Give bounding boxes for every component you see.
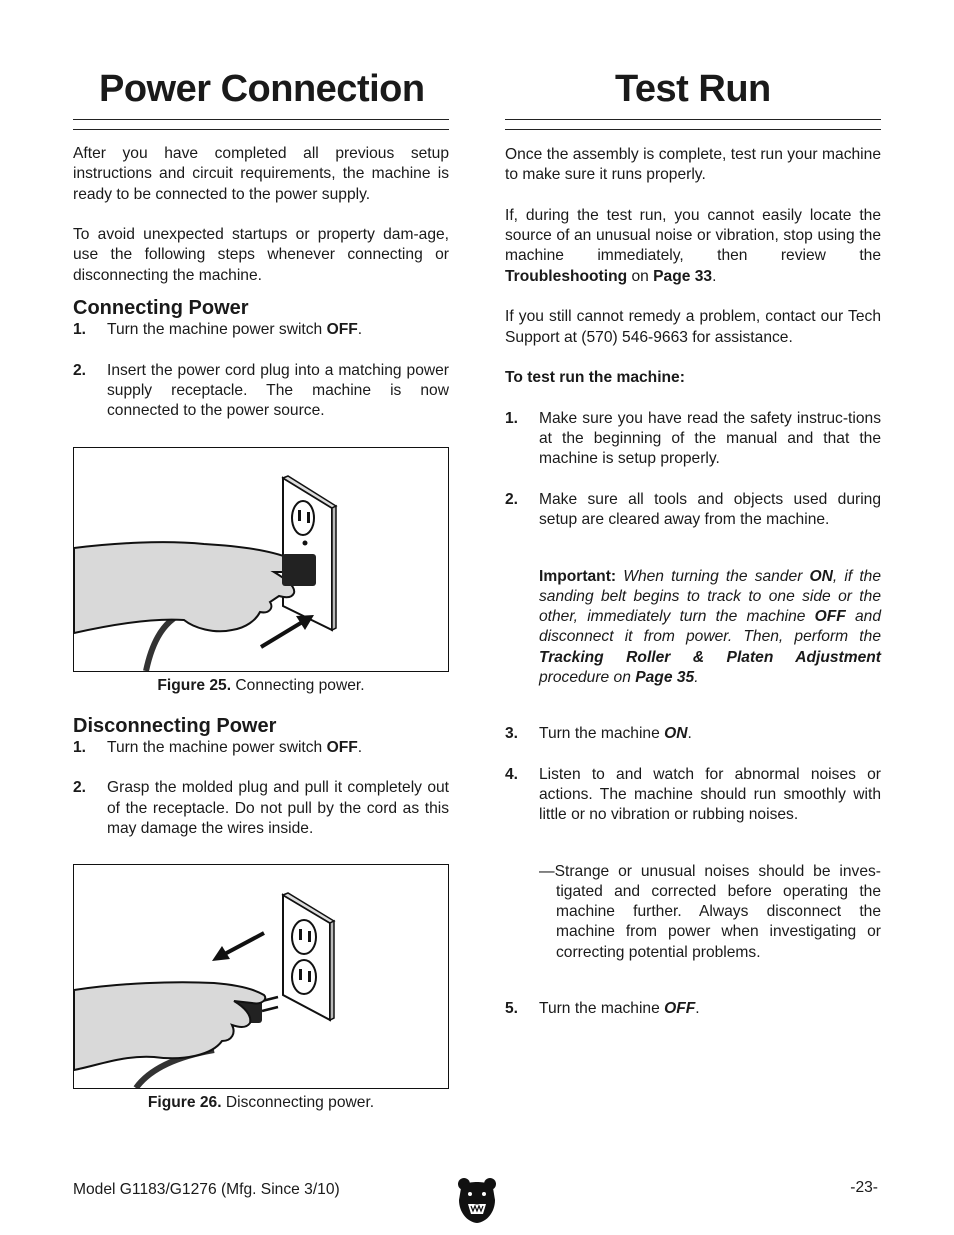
paragraph: If, during the test run, you cannot easily locate the source of an unusual noise or vibration, stop using the machine immediately, then review the Troubleshooting on Page 33.	[505, 206, 881, 285]
list-item: 2. Make sure all tools and objects used during setup are cleared away from the machine.	[505, 491, 881, 529]
figure-26-image	[73, 864, 449, 1089]
list-item: 1. Turn the machine power switch OFF.	[73, 738, 363, 756]
list-item: 1. Turn the machine power switch OFF.	[73, 321, 363, 339]
footer-model: Model G1183/G1276 (Mfg. Since 3/10)	[73, 1181, 340, 1198]
intro-paragraph: To avoid unexpected startups or property dam-age, use the following steps whenever connecting or disconnecting the machine.	[73, 226, 449, 284]
heading-disconnecting-power: Disconnecting Power	[73, 714, 277, 737]
title-rule	[505, 119, 881, 130]
list-item: 5. Turn the machine OFF.	[505, 999, 700, 1017]
procedure-lead: To test run the machine:	[505, 369, 685, 387]
dash-note: —Strange or unusual noises should be inves-tigated and corrected before operating the machine further. Always disconnect the machine from power when investigating or correcting potential problems.	[539, 862, 881, 961]
paragraph: If you still cannot remedy a problem, contact our Tech Support at (570) 546-9663 for assistance.	[505, 308, 881, 346]
heading-connecting-power: Connecting Power	[73, 297, 249, 320]
title-rule	[73, 119, 449, 130]
section-title-power-connection: Power Connection	[99, 68, 425, 110]
power-connection-body	[73, 144, 449, 1114]
list-item: 2. Grasp the molded plug and pull it completely out of the receptacle. Do not pull by the cord as this may damage the wires inside.	[73, 779, 449, 838]
list-item: 2. Insert the power cord plug into a matching power supply receptacle. The machine is now connected to the power source.	[73, 361, 449, 420]
important-note: Important: When turning the sander ON, if the sanding belt begins to track to one side or the other, immediately turn the machine OFF and disconnect it from power. Then, perform the Tracking Roller & Platen Adjustment procedure on Page 35.	[539, 567, 881, 687]
section-title-test-run: Test Run	[615, 68, 771, 110]
figure-26-caption: Figure 26. Disconnecting power.	[147, 1094, 375, 1112]
test-run-body	[505, 145, 881, 1019]
list-item: 4. Listen to and watch for abnormal noises or actions. The machine should run smoothly with little or no vibration or rubbing noises.	[505, 765, 881, 824]
page-number: -23-	[850, 1179, 878, 1196]
paragraph: Once the assembly is complete, test run your machine to make sure it runs properly.	[505, 146, 881, 184]
bear-logo-icon	[457, 1176, 497, 1224]
list-item: 1. Make sure you have read the safety instruc-tions at the beginning of the manual and that the machine is setup properly.	[505, 409, 881, 468]
intro-paragraph: After you have completed all previous setup instructions and circuit requirements, the machine is ready to be connected to the power supply.	[73, 145, 449, 203]
figure-25-caption: Figure 25. Connecting power.	[157, 676, 365, 694]
list-item: 3. Turn the machine ON.	[505, 725, 692, 743]
figure-25-image	[73, 447, 449, 672]
